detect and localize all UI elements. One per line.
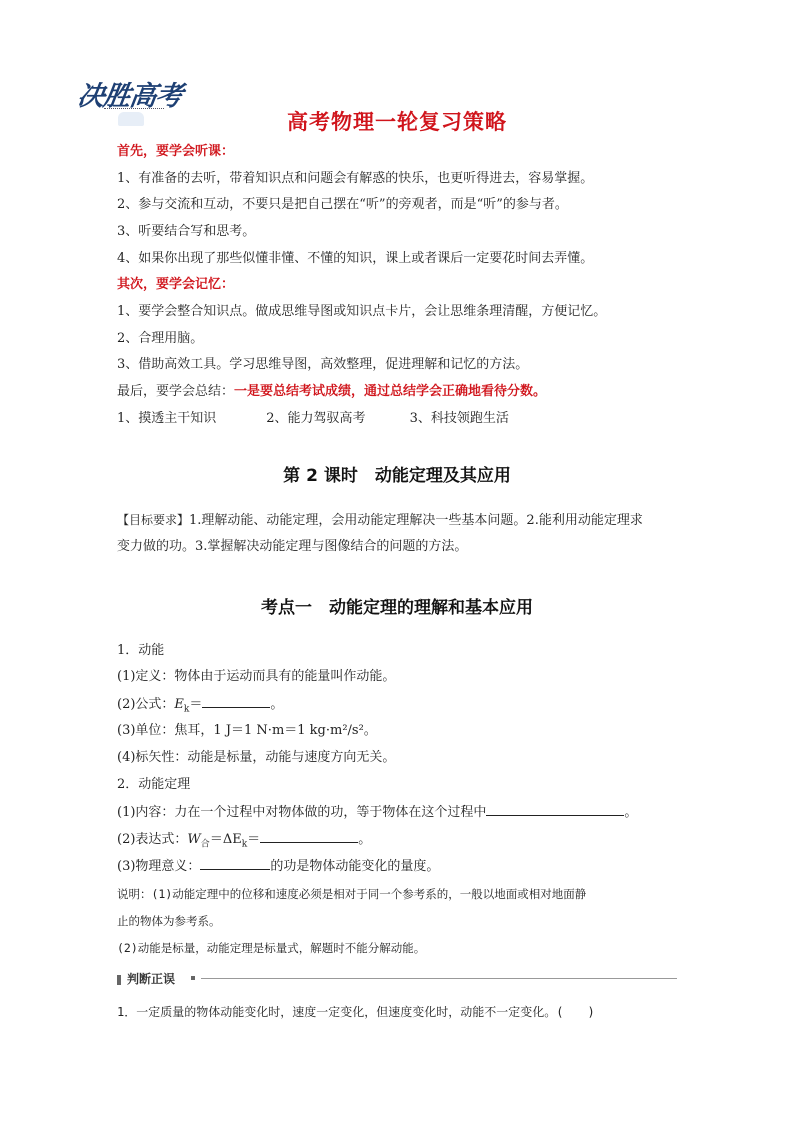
second-item-1: 1、要学会整合知识点。做成思维导图或知识点卡片，会让思维条理清醒，方便记忆。	[117, 304, 607, 319]
definition-line: (1)定义：物体由于运动而具有的能量叫作动能。	[117, 669, 396, 684]
judge-question-1: 1．一定质量的物体动能变化时，速度一定变化，但速度变化时，动能不一定变化。( )	[117, 1005, 595, 1019]
goal-line-1	[117, 511, 643, 530]
content-prefix: (1)内容：力在一个过程中对物体做的功，等于物体在这个过程中	[117, 805, 487, 820]
expr-mid: ＝ΔE	[209, 832, 242, 847]
content-line	[117, 803, 637, 822]
expr-k: k	[241, 839, 248, 850]
unit-line: (3)单位：焦耳，1 J＝1 N·m＝1 kg·m²/s²。	[117, 723, 377, 738]
note-line-2: 止的物体为参考系。	[117, 914, 221, 928]
goal-line-2: 变力做的功。3.掌握解决动能定理与图像结合的问题的方法。	[117, 539, 468, 554]
first-heading: 首先，要学会听课：	[117, 144, 235, 159]
expr-eq: ＝	[247, 832, 261, 847]
last-line	[117, 383, 546, 401]
meaning-end: 的功是物体动能变化的量度。	[270, 859, 440, 874]
second-heading: 其次，要学会记忆：	[117, 277, 235, 292]
last-item-2: 2、能力驾驭高考	[266, 411, 366, 426]
formula-var: E	[174, 697, 184, 712]
last-prefix: 最后，要学会总结：	[117, 384, 235, 399]
meaning-blank[interactable]	[200, 857, 270, 870]
section-2-heading: 2．动能定理	[117, 777, 191, 792]
note-line-3: (2)动能是标量，动能定理是标量式，解题时不能分解动能。	[117, 941, 426, 955]
judge-label: 判断正误	[127, 972, 176, 986]
second-item-3: 3、借助高效工具。学习思维导图，高效整理，促进理解和记忆的方法。	[117, 357, 529, 372]
meaning-prefix: (3)物理意义：	[117, 859, 201, 874]
expr-sub: 合	[200, 839, 210, 850]
expr-blank[interactable]	[260, 830, 358, 843]
note-line-1: 说明：(1)动能定理中的位移和速度必须是相对于同一个参考系的，一般以地面或相对地面静	[117, 887, 587, 901]
expression-line	[117, 830, 371, 854]
section-1-heading: 1．动能	[117, 643, 165, 658]
formula-end: 。	[270, 697, 284, 712]
content-end: 。	[624, 805, 638, 820]
expr-end: 。	[358, 832, 372, 847]
goal-text-1: 1.理解动能、动能定理，会用动能定理解决一些基本问题。2.能利用动能定理求	[189, 513, 643, 528]
judge-rule	[201, 978, 677, 979]
judge-header	[117, 970, 677, 988]
expr-prefix: (2)表达式：	[117, 832, 188, 847]
logo-text: 决胜高考	[75, 81, 184, 112]
expr-w: W	[187, 832, 201, 847]
page-title: 高考物理一轮复习策略	[287, 110, 507, 134]
formula-eq: ＝	[189, 697, 203, 712]
last-item-1: 1、摸透主干知识	[117, 411, 217, 426]
formula-blank[interactable]	[202, 695, 270, 708]
last-item-3: 3、科技领跑生活	[409, 411, 509, 426]
meaning-line	[117, 857, 439, 876]
first-item-3: 3、听要结合写和思考。	[117, 224, 256, 239]
lesson-title: 第 2 课时 动能定理及其应用	[283, 466, 511, 486]
formula-prefix: (2)公式：	[117, 697, 175, 712]
first-item-1: 1、有准备的去听，带着知识点和问题会有解惑的快乐，也更听得进去，容易掌握。	[117, 171, 594, 186]
formula-sub: k	[183, 704, 190, 715]
goal-label: 【目标要求】	[117, 513, 190, 527]
judge-dot-icon	[191, 976, 195, 980]
content-blank[interactable]	[486, 803, 624, 816]
scalar-line: (4)标矢性：动能是标量，动能与速度方向无关。	[117, 750, 396, 765]
first-item-4: 4、如果你出现了那些似懂非懂、不懂的知识，课上或者课后一定要花时间去弄懂。	[117, 251, 594, 266]
first-item-2: 2、参与交流和互动，不要只是把自己摆在“听”的旁观者，而是“听”的参与者。	[117, 197, 568, 212]
formula-line	[117, 695, 283, 719]
judge-bar-icon	[117, 975, 121, 985]
topic-title: 考点一 动能定理的理解和基本应用	[261, 598, 533, 618]
last-items	[117, 410, 509, 428]
last-red-text: 一是要总结考试成绩，通过总结学会正确地看待分数。	[234, 384, 547, 399]
second-item-2: 2、合理用脑。	[117, 331, 204, 346]
